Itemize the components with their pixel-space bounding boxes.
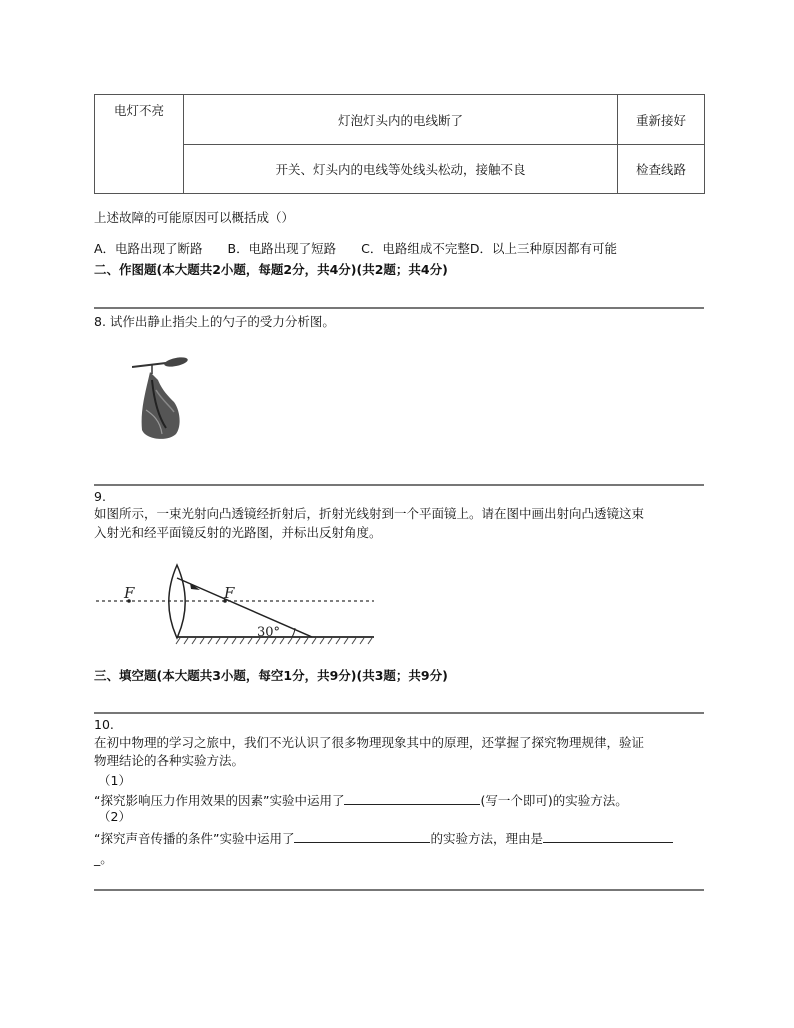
sub-question-text: 的实验方法，理由是	[430, 831, 543, 846]
focus-label-left: F	[124, 584, 135, 602]
question-summary: 上述故障的可能原因可以概括成（）	[94, 210, 295, 225]
focus-label-right: F	[224, 584, 235, 602]
sub-question-number: （1）	[98, 773, 131, 788]
fix-cell: 检查线路	[618, 145, 705, 194]
divider	[94, 889, 704, 891]
section-heading-2: 二、作图题(本大题共2小题，每题2分，共4分)(共2题；共4分)	[94, 262, 448, 277]
sub-question-text: “探究影响压力作用效果的因素”实验中运用了	[94, 793, 345, 808]
lens-mirror-figure	[94, 560, 384, 650]
symptom-cell: 电灯不亮	[95, 95, 184, 194]
sub-question-1	[94, 790, 628, 810]
section-heading-3: 三、填空题(本大题共3小题，每空1分，共9分)(共3题；共9分)	[94, 668, 448, 683]
question-9-line: 入射光和经平面镜反射的光路图，并标出反射角度。	[94, 525, 382, 540]
question-9-number: 9.	[94, 489, 106, 504]
answer-blank[interactable]	[344, 790, 480, 805]
divider	[94, 307, 704, 309]
sub-question-end: _。	[94, 851, 113, 866]
sub-question-text: (写一个即可)的实验方法。	[480, 793, 628, 808]
fix-cell: 重新接好	[618, 95, 705, 145]
divider	[94, 484, 704, 486]
answer-blank[interactable]	[294, 828, 430, 843]
answer-blank[interactable]	[543, 828, 673, 843]
table-row	[95, 95, 705, 145]
question-10-line: 在初中物理的学习之旅中，我们不光认识了很多物理现象其中的原理，还掌握了探究物理规律，验证	[94, 735, 645, 750]
cause-cell: 灯泡灯头内的电线断了	[184, 95, 618, 145]
question-10-line: 物理结论的各种实验方法。	[94, 753, 245, 768]
answer-options: A．电路出现了断路 B．电路出现了短路 C．电路组成不完整D．以上三种原因都有可能	[94, 241, 617, 256]
divider	[94, 712, 704, 714]
spoon-finger-figure	[132, 350, 192, 445]
angle-label: 30°	[257, 625, 281, 640]
question-10-number: 10.	[94, 717, 114, 732]
cause-cell: 开关、灯头内的电线等处线头松动，接触不良	[184, 145, 618, 194]
question-8: 8. 试作出静止指尖上的勺子的受力分析图。	[94, 314, 335, 329]
fault-table	[94, 94, 705, 194]
table-row	[95, 145, 705, 194]
question-9-line: 如图所示，一束光射向凸透镜经折射后，折射光线射到一个平面镜上。请在图中画出射向凸透镜这束	[94, 506, 645, 521]
sub-question-text: “探究声音传播的条件”实验中运用了	[94, 831, 295, 846]
sub-question-2	[94, 828, 673, 848]
sub-question-number: （2）	[98, 809, 131, 824]
